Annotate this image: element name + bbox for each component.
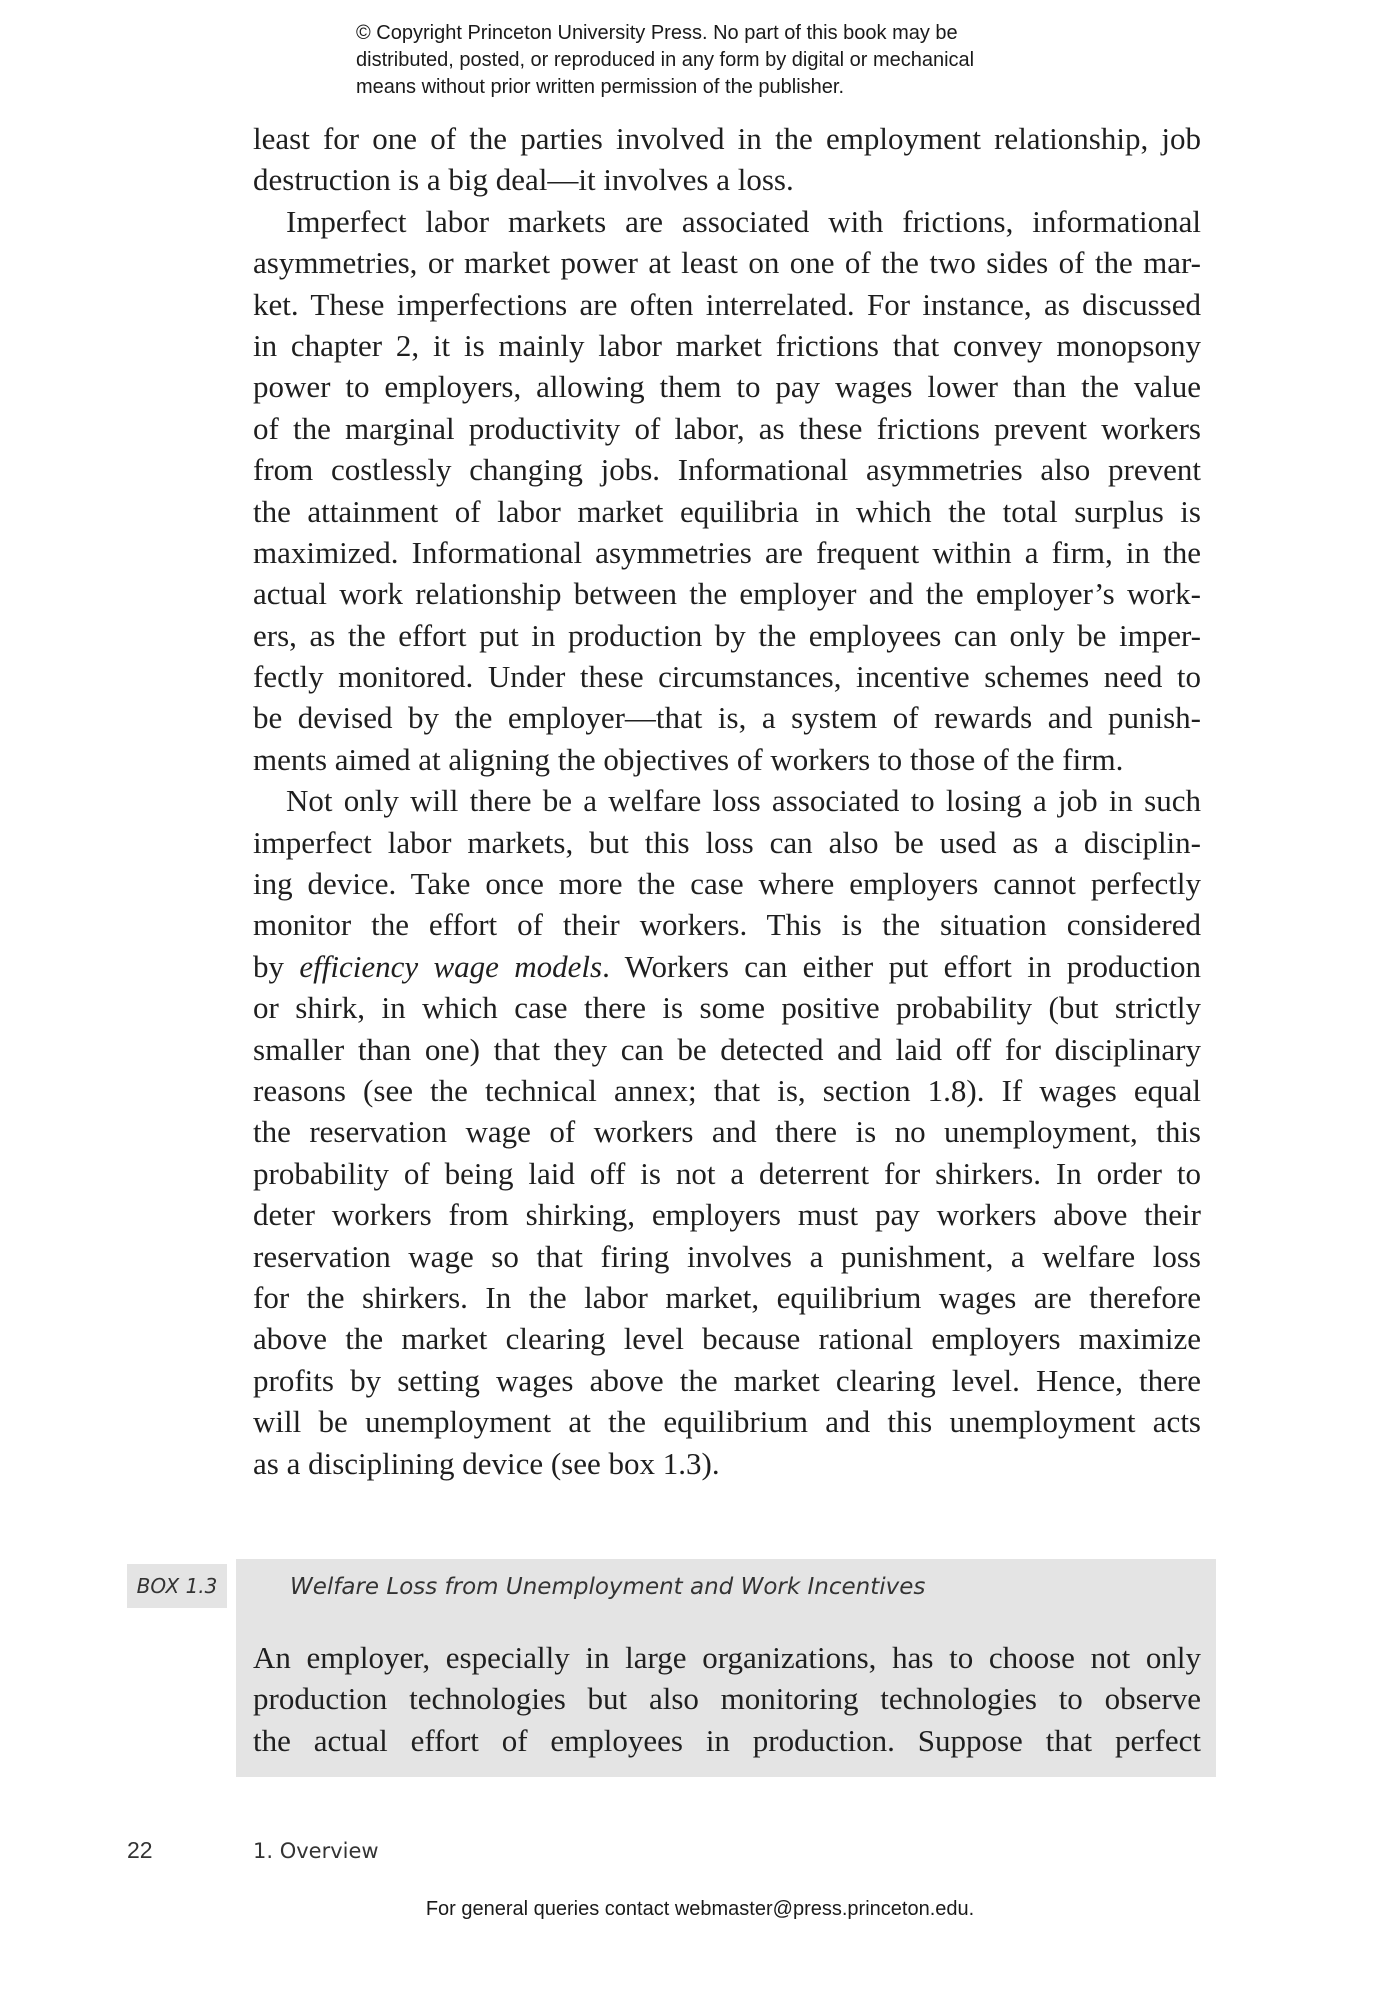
- copyright-line: means without prior written permission of the publisher.: [356, 76, 845, 98]
- text-line: monitor the effort of their workers. This is the situation considered: [253, 907, 1201, 943]
- text-line: asymmetries, or market power at least on one of the two sides of the mar-: [253, 245, 1201, 281]
- text-line: ing device. Take once more the case where employers cannot perfectly: [253, 866, 1201, 902]
- text-line: production technologies but also monitoring technologies to observe: [253, 1681, 1201, 1717]
- text-box: [236, 1559, 1216, 1777]
- text-line: An employer, especially in large organizations, has to choose not only: [253, 1640, 1201, 1675]
- text-line: in chapter 2, it is mainly labor market frictions that convey monopsony: [253, 327, 1201, 363]
- text-line: [253, 946, 1201, 987]
- text-line: probability of being laid off is not a deterrent for shirkers. In order to: [253, 1155, 1201, 1191]
- text-line: of the marginal productivity of labor, as these frictions prevent workers: [253, 410, 1201, 446]
- text-fragment: by: [253, 948, 300, 984]
- contact-footer: For general queries contact webmaster@press.princeton.edu.: [425, 1898, 975, 1920]
- text-line: the reservation wage of workers and there is no unemployment, this: [253, 1114, 1201, 1150]
- text-line: will be unemployment at the equilibrium and this unemployment acts: [253, 1404, 1201, 1440]
- main-text: [253, 118, 1201, 1484]
- running-head: 1. Overview: [253, 1839, 379, 1863]
- text-line: actual work relationship between the employer and the employer’s work-: [253, 576, 1201, 612]
- text-line: power to employers, allowing them to pay wages lower than the value: [253, 369, 1201, 405]
- text-line: Imperfect labor markets are associated with frictions, informational: [286, 203, 1201, 239]
- box-text: [253, 1637, 1201, 1761]
- box-label: BOX 1.3: [127, 1564, 227, 1608]
- text-line: or shirk, in which case there is some positive probability (but strictly: [253, 990, 1201, 1026]
- text-line: ers, as the effort put in production by the employees can only be imper-: [253, 617, 1201, 653]
- emphasized-term: efficiency wage models: [299, 948, 603, 984]
- text-line: deter workers from shirking, employers must pay workers above their: [253, 1197, 1201, 1233]
- text-line: from costlessly changing jobs. Informational asymmetries also prevent: [253, 452, 1201, 488]
- text-line: the attainment of labor market equilibria in which the total surplus is: [253, 493, 1201, 529]
- page-number: 22: [127, 1837, 153, 1863]
- text-line: destruction is a big deal—it involves a loss.: [253, 162, 794, 198]
- text-fragment: . Workers can either put effort in production: [602, 948, 1202, 984]
- copyright-notice: [356, 20, 1116, 101]
- text-line: imperfect labor markets, but this loss can also be used as a disciplin-: [253, 824, 1201, 860]
- text-line: as a disciplining device (see box 1.3).: [253, 1445, 720, 1481]
- text-line: smaller than one) that they can be detected and laid off for disciplinary: [253, 1031, 1201, 1067]
- text-line: the actual effort of employees in production. Suppose that perfect: [253, 1722, 1201, 1758]
- text-line: ments aimed at aligning the objectives of workers to those of the firm.: [253, 741, 1124, 777]
- text-line: Not only will there be a welfare loss associated to losing a job in such: [286, 783, 1201, 819]
- text-line: maximized. Informational asymmetries are frequent within a firm, in the: [253, 534, 1201, 570]
- text-line: ket. These imperfections are often interrelated. For instance, as discussed: [253, 286, 1201, 322]
- text-line: profits by setting wages above the market clearing level. Hence, there: [253, 1362, 1201, 1398]
- text-line: reservation wage so that firing involves a punishment, a welfare loss: [253, 1238, 1201, 1274]
- copyright-line: distributed, posted, or reproduced in any form by digital or mechanical: [356, 49, 975, 71]
- text-line: above the market clearing level because rational employers maximize: [253, 1321, 1201, 1357]
- text-line: least for one of the parties involved in the employment relationship, job: [253, 121, 1201, 156]
- text-line: fectly monitored. Under these circumstances, incentive schemes need to: [253, 659, 1201, 695]
- text-line: for the shirkers. In the labor market, equilibrium wages are therefore: [253, 1279, 1201, 1315]
- text-line: be devised by the employer—that is, a system of rewards and punish-: [253, 700, 1201, 736]
- text-line: reasons (see the technical annex; that is, section 1.8). If wages equal: [253, 1072, 1201, 1108]
- copyright-line: © Copyright Princeton University Press. No part of this book may be: [356, 22, 958, 44]
- box-title: Welfare Loss from Unemployment and Work Incentives: [290, 1574, 926, 1600]
